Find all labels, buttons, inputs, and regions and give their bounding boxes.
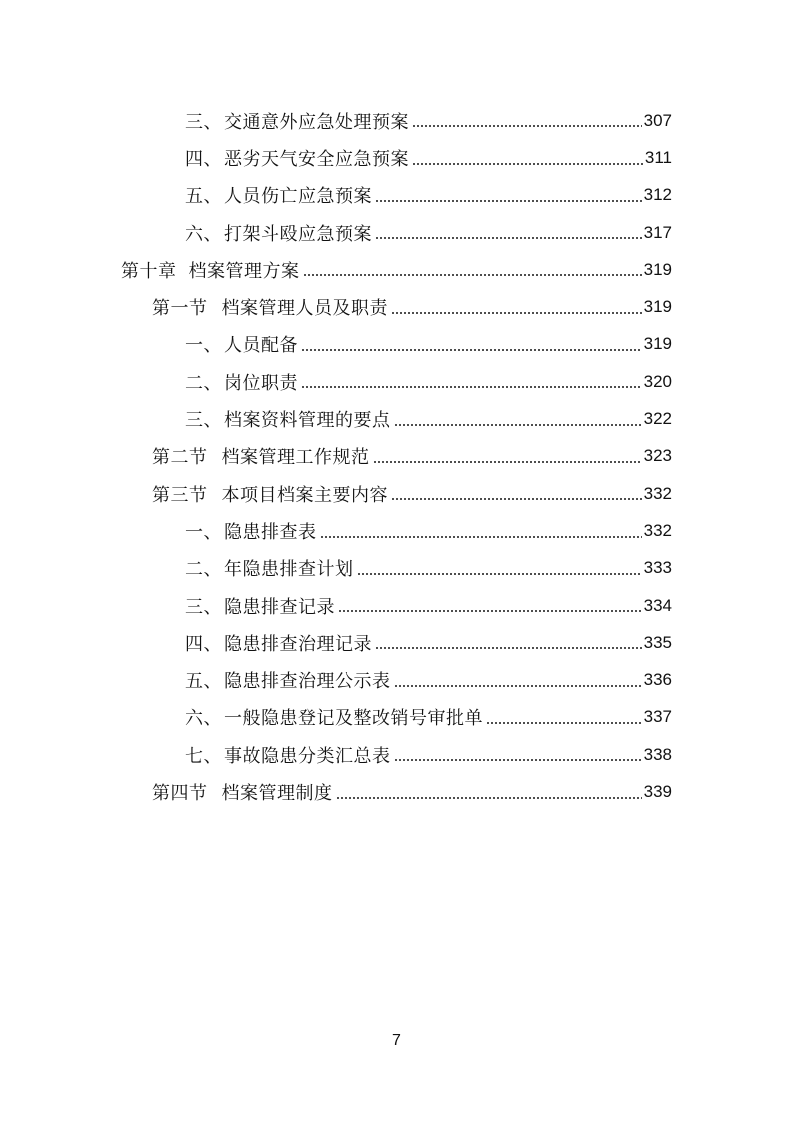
toc-entry-text: 档案管理制度: [221, 782, 333, 804]
toc-entry-item[interactable]: [0, 139, 793, 176]
toc-entry-item[interactable]: [0, 587, 793, 624]
toc-entry-page: 335: [643, 632, 672, 652]
table-of-contents: [0, 102, 793, 811]
toc-entry-item[interactable]: [0, 736, 793, 773]
toc-entry-page: 332: [643, 520, 672, 540]
toc-entry-item[interactable]: [0, 624, 793, 661]
toc-entry-page: 311: [644, 147, 672, 167]
toc-entry-text: 一般隐患登记及整改销号审批单: [224, 708, 483, 730]
toc-entry-number: 二、: [185, 372, 222, 394]
toc-entry-chapter[interactable]: [0, 251, 793, 288]
toc-dot-leader: [373, 461, 642, 463]
toc-entry-number: 三、: [185, 596, 222, 618]
toc-entry-section[interactable]: [0, 288, 793, 325]
toc-dot-leader: [301, 386, 642, 388]
toc-entry-text: 岗位职责: [224, 372, 298, 394]
toc-entry-number: 二、: [185, 559, 222, 581]
toc-entry-title: [185, 331, 298, 357]
toc-entry-text: 人员配备: [224, 335, 298, 357]
toc-entry-number: 第二节: [152, 447, 208, 469]
toc-entry-page: 336: [643, 670, 672, 690]
toc-entry-number: 一、: [185, 521, 222, 543]
toc-entry-number: 四、: [185, 633, 222, 655]
toc-dot-leader: [375, 647, 642, 649]
toc-entry-title: [185, 518, 317, 544]
toc-entry-item[interactable]: [0, 550, 793, 587]
toc-entry-item[interactable]: [0, 214, 793, 251]
toc-entry-section[interactable]: [0, 475, 793, 512]
toc-entry-item[interactable]: [0, 363, 793, 400]
toc-entry-text: 档案管理工作规范: [221, 447, 370, 469]
toc-entry-number: 三、: [185, 111, 222, 133]
toc-entry-page: 339: [643, 781, 672, 801]
toc-dot-leader: [394, 424, 642, 426]
toc-entry-number: 一、: [185, 335, 222, 357]
toc-entry-number: 六、: [185, 223, 222, 245]
toc-entry-item[interactable]: [0, 326, 793, 363]
toc-entry-title: [185, 182, 372, 208]
toc-entry-item[interactable]: [0, 512, 793, 549]
toc-entry-title: [152, 779, 333, 805]
toc-entry-text: 档案管理方案: [188, 260, 300, 282]
toc-entry-number: 七、: [185, 745, 222, 767]
toc-entry-title: [152, 294, 388, 320]
toc-entry-number: 第一节: [152, 298, 208, 320]
toc-entry-item[interactable]: [0, 400, 793, 437]
toc-entry-number: 第十章: [121, 260, 177, 282]
toc-entry-title: [185, 593, 335, 619]
toc-entry-text: 档案管理人员及职责: [221, 298, 388, 320]
toc-entry-title: [185, 145, 409, 171]
toc-entry-page: 323: [643, 446, 672, 466]
toc-entry-section[interactable]: [0, 773, 793, 810]
toc-dot-leader: [394, 759, 642, 761]
toc-entry-page: 307: [643, 110, 672, 130]
toc-entry-item[interactable]: [0, 661, 793, 698]
toc-entry-page: 322: [643, 409, 672, 429]
toc-entry-page: 319: [643, 334, 672, 354]
toc-dot-leader: [336, 797, 642, 799]
toc-entry-title: [185, 369, 298, 395]
toc-entry-text: 档案资料管理的要点: [224, 410, 391, 432]
toc-entry-page: 334: [643, 595, 672, 615]
toc-entry-item[interactable]: [0, 699, 793, 736]
toc-dot-leader: [338, 610, 642, 612]
toc-entry-title: [185, 108, 409, 134]
toc-entry-title: [185, 630, 372, 656]
toc-entry-page: 312: [643, 185, 672, 205]
toc-entry-page: 317: [643, 222, 672, 242]
toc-entry-page: 320: [643, 371, 672, 391]
toc-entry-page: 319: [643, 297, 672, 317]
toc-dot-leader: [391, 312, 642, 314]
toc-dot-leader: [301, 349, 642, 351]
toc-dot-leader: [357, 573, 642, 575]
toc-entry-text: 本项目档案主要内容: [221, 484, 388, 506]
toc-entry-number: 三、: [185, 410, 222, 432]
toc-dot-leader: [303, 274, 642, 276]
toc-dot-leader: [412, 125, 642, 127]
toc-dot-leader: [375, 237, 642, 239]
toc-dot-leader: [486, 722, 642, 724]
toc-entry-title: [185, 742, 391, 768]
toc-entry-section[interactable]: [0, 438, 793, 475]
toc-entry-text: 事故隐患分类汇总表: [224, 745, 391, 767]
toc-entry-number: 第三节: [152, 484, 208, 506]
toc-dot-leader: [375, 200, 642, 202]
toc-entry-page: 338: [643, 744, 672, 764]
toc-entry-text: 年隐患排查计划: [224, 559, 354, 581]
toc-dot-leader: [412, 163, 643, 165]
toc-entry-text: 隐患排查治理记录: [224, 633, 372, 655]
toc-entry-text: 隐患排查记录: [224, 596, 335, 618]
toc-entry-page: 332: [643, 483, 672, 503]
toc-entry-title: [185, 667, 391, 693]
toc-dot-leader: [320, 536, 642, 538]
toc-entry-number: 五、: [185, 671, 222, 693]
toc-entry-number: 第四节: [152, 782, 208, 804]
toc-entry-number: 四、: [185, 148, 222, 170]
toc-entry-title: [185, 555, 354, 581]
toc-entry-title: [152, 443, 370, 469]
toc-entry-title: [185, 406, 391, 432]
toc-entry-title: [121, 257, 300, 283]
toc-entry-text: 交通意外应急处理预案: [224, 111, 409, 133]
toc-entry-text: 恶劣天气安全应急预案: [224, 148, 409, 170]
toc-entry-title: [185, 704, 483, 730]
toc-dot-leader: [394, 685, 642, 687]
toc-entry-page: 333: [643, 558, 672, 578]
toc-entry-title: [152, 481, 388, 507]
toc-entry-page: 319: [643, 259, 672, 279]
toc-entry-text: 隐患排查治理公示表: [224, 671, 391, 693]
toc-entry-text: 人员伤亡应急预案: [224, 186, 372, 208]
toc-entry-number: 六、: [185, 708, 222, 730]
toc-entry-item[interactable]: [0, 102, 793, 139]
toc-entry-text: 隐患排查表: [224, 521, 317, 543]
toc-entry-number: 五、: [185, 186, 222, 208]
toc-entry-item[interactable]: [0, 177, 793, 214]
toc-entry-text: 打架斗殴应急预案: [224, 223, 372, 245]
page-number: 7: [392, 1032, 401, 1049]
toc-entry-title: [185, 220, 372, 246]
toc-dot-leader: [391, 498, 642, 500]
toc-entry-page: 337: [643, 707, 672, 727]
